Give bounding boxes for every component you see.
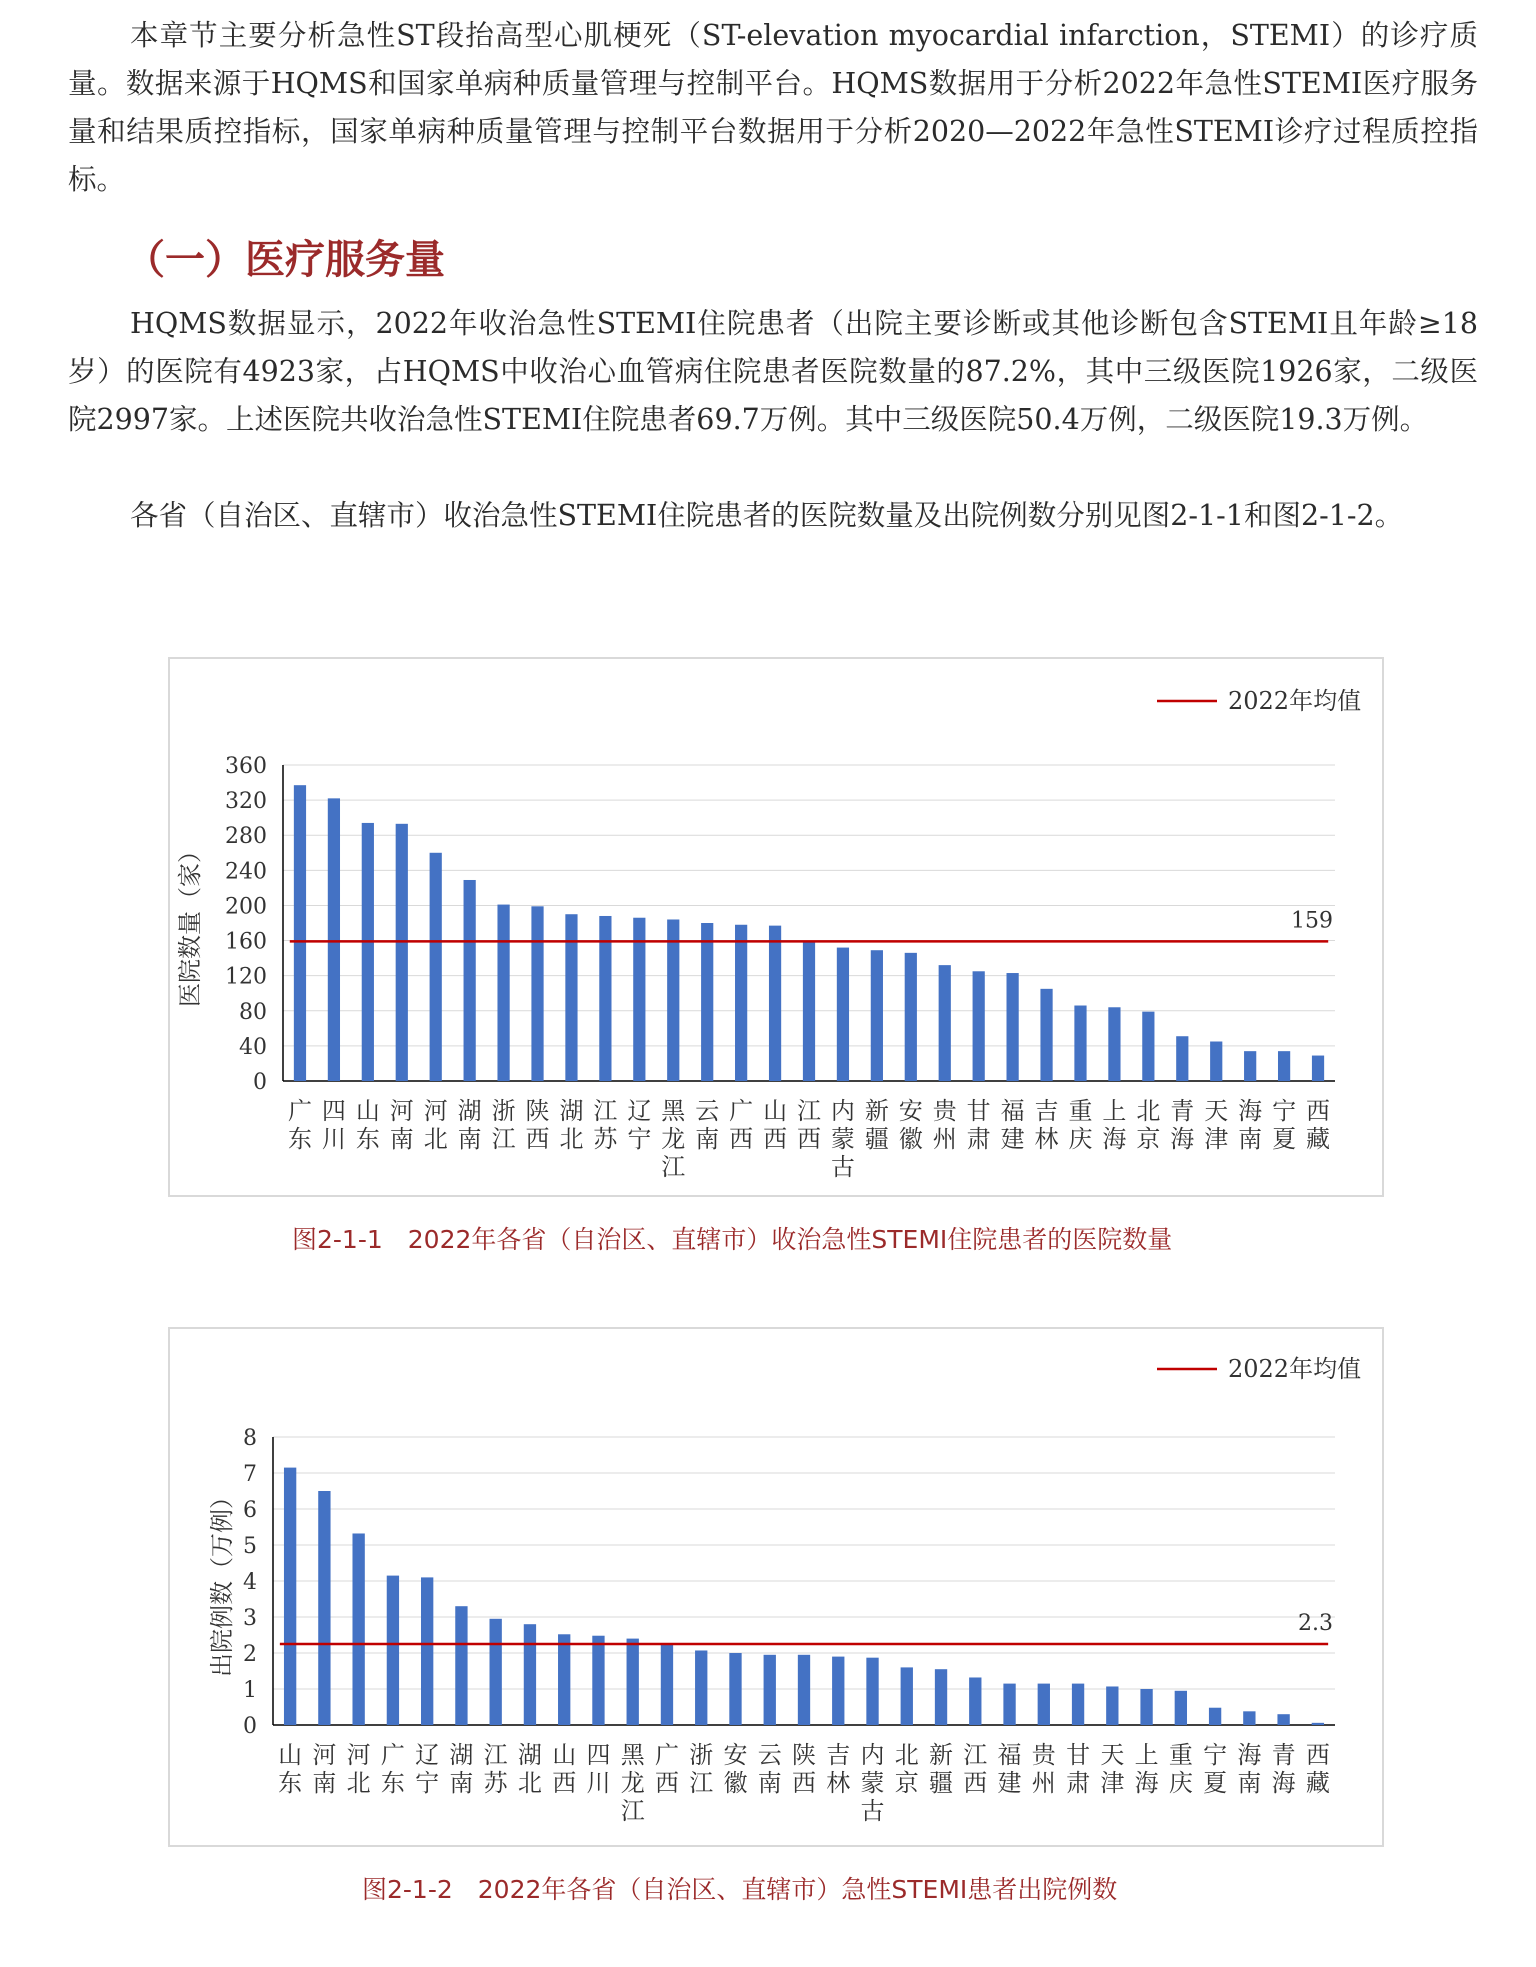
x-tick-label: 重 (1168, 1741, 1193, 1769)
x-tick-label: 徽 (898, 1125, 923, 1153)
bar (667, 919, 679, 1081)
bar (294, 785, 306, 1081)
x-tick-label: 辽 (627, 1097, 652, 1125)
x-tick-label: 江 (491, 1125, 516, 1153)
bar (1312, 1723, 1324, 1725)
x-tick-label: 疆 (864, 1125, 889, 1153)
bar (1142, 1012, 1154, 1081)
y-tick-label: 3 (243, 1606, 257, 1631)
x-tick-label: 京 (894, 1769, 919, 1797)
x-tick-label: 浙 (491, 1097, 516, 1125)
x-tick-label: 东 (278, 1769, 303, 1797)
x-tick-label: 贵 (932, 1097, 957, 1125)
bar (973, 971, 985, 1081)
x-tick-label: 内 (830, 1097, 855, 1125)
bar (1278, 1051, 1290, 1081)
y-tick-label: 2 (243, 1642, 257, 1667)
x-tick-label: 徽 (723, 1769, 748, 1797)
bar (1038, 1684, 1050, 1725)
discharge-count-chart (170, 1329, 1382, 1845)
x-tick-label: 宁 (1272, 1097, 1297, 1125)
x-tick-label: 肃 (1066, 1769, 1091, 1797)
x-tick-label: 古 (830, 1153, 855, 1181)
x-tick-label: 安 (723, 1741, 748, 1769)
y-tick-label: 320 (225, 789, 267, 815)
x-tick-label: 山 (552, 1741, 577, 1769)
x-tick-label: 夏 (1203, 1769, 1228, 1797)
legend-label: 2022年均值 (1228, 687, 1362, 715)
bar (1108, 1007, 1120, 1081)
x-tick-label: 东 (380, 1769, 405, 1797)
x-tick-label: 龙 (620, 1769, 645, 1797)
x-tick-label: 南 (1237, 1769, 1262, 1797)
x-tick-label: 吉 (1034, 1097, 1059, 1125)
bar (832, 1657, 844, 1725)
x-tick-label: 甘 (966, 1097, 991, 1125)
x-tick-label: 四 (321, 1097, 346, 1125)
bar (798, 1655, 810, 1725)
y-tick-label: 360 (225, 754, 267, 779)
x-tick-label: 西 (552, 1769, 577, 1797)
figure-reference-paragraph: 各省（自治区、直辖市）收治急性STEMI住院患者的医院数量及出院例数分别见图2-1-1和图2-1-2。 (130, 499, 1404, 532)
x-tick-label: 京 (1136, 1125, 1161, 1153)
mean-value-label: 159 (1291, 908, 1333, 934)
y-axis-title: 医院数量（家） (176, 839, 204, 1007)
bar (1244, 1051, 1256, 1081)
bar (627, 1639, 639, 1725)
bar (695, 1650, 707, 1725)
x-tick-label: 海 (1271, 1769, 1296, 1797)
y-tick-label: 40 (239, 1034, 267, 1060)
x-tick-label: 河 (389, 1097, 414, 1125)
bar (1074, 1006, 1086, 1081)
legend-label: 2022年均值 (1228, 1355, 1362, 1383)
x-tick-label: 苏 (483, 1769, 508, 1797)
bar (871, 950, 883, 1081)
x-tick-label: 西 (763, 1125, 788, 1153)
x-tick-label: 西 (525, 1125, 550, 1153)
x-tick-label: 南 (695, 1125, 720, 1153)
x-tick-label: 南 (1238, 1125, 1263, 1153)
bar (328, 798, 340, 1081)
x-tick-label: 南 (757, 1769, 782, 1797)
figure-caption-2: 图2-1-2 2022年各省（自治区、直辖市）急性STEMI患者出院例数 (362, 1875, 1118, 1904)
x-tick-label: 福 (997, 1741, 1022, 1769)
x-tick-label: 肃 (966, 1125, 991, 1153)
x-tick-label: 津 (1100, 1769, 1125, 1797)
y-tick-label: 280 (225, 824, 267, 850)
bar (430, 853, 442, 1081)
figure-discharge-count (168, 1327, 1384, 1847)
x-tick-label: 宁 (627, 1125, 652, 1153)
y-tick-label: 6 (243, 1498, 257, 1523)
x-tick-label: 黑 (661, 1097, 686, 1125)
x-tick-label: 建 (1000, 1125, 1025, 1153)
x-tick-label: 藏 (1305, 1769, 1330, 1797)
bar (764, 1655, 776, 1725)
x-tick-label: 新 (864, 1097, 889, 1125)
y-tick-label: 4 (243, 1570, 257, 1595)
bar (396, 824, 408, 1081)
x-tick-label: 北 (423, 1125, 448, 1153)
bar (735, 925, 747, 1081)
bar (490, 1619, 502, 1725)
bar (464, 880, 476, 1081)
bar (362, 823, 374, 1081)
x-tick-label: 陕 (792, 1741, 816, 1769)
x-tick-label: 海 (1134, 1769, 1159, 1797)
y-tick-label: 8 (243, 1426, 257, 1451)
bar (769, 926, 781, 1081)
bar (661, 1644, 673, 1725)
x-tick-label: 庆 (1068, 1125, 1093, 1153)
x-tick-label: 海 (1238, 1097, 1263, 1125)
x-tick-label: 广 (380, 1741, 405, 1769)
x-tick-label: 津 (1204, 1125, 1229, 1153)
x-tick-label: 上 (1102, 1097, 1127, 1125)
y-tick-label: 1 (243, 1678, 257, 1703)
x-tick-label: 天 (1100, 1741, 1125, 1769)
x-tick-label: 山 (278, 1741, 303, 1769)
x-tick-label: 湖 (449, 1741, 474, 1769)
x-tick-label: 广 (654, 1741, 679, 1769)
bar (352, 1533, 364, 1725)
x-tick-label: 云 (757, 1741, 782, 1769)
x-tick-label: 北 (517, 1769, 542, 1797)
x-tick-label: 河 (346, 1741, 371, 1769)
x-tick-label: 疆 (929, 1769, 954, 1797)
x-tick-label: 蒙 (860, 1769, 885, 1797)
x-tick-label: 广 (729, 1097, 754, 1125)
bar (1209, 1708, 1221, 1725)
bar (803, 942, 815, 1081)
x-tick-label: 浙 (689, 1741, 714, 1769)
y-tick-label: 200 (225, 894, 267, 920)
x-tick-label: 川 (321, 1125, 346, 1153)
bar (939, 965, 951, 1081)
x-tick-label: 西 (729, 1125, 754, 1153)
x-tick-label: 江 (689, 1769, 714, 1797)
y-tick-label: 160 (225, 929, 267, 955)
x-tick-label: 川 (586, 1769, 611, 1797)
x-tick-label: 宁 (1203, 1741, 1228, 1769)
bar (729, 1653, 741, 1725)
bar (455, 1606, 467, 1725)
y-tick-label: 0 (243, 1714, 257, 1739)
x-tick-label: 吉 (826, 1741, 851, 1769)
bar (1176, 1036, 1188, 1081)
x-tick-label: 安 (898, 1097, 923, 1125)
x-tick-label: 宁 (415, 1769, 440, 1797)
bar (969, 1677, 981, 1725)
x-tick-label: 海 (1170, 1125, 1195, 1153)
x-tick-label: 西 (797, 1125, 821, 1153)
x-tick-label: 山 (763, 1097, 788, 1125)
x-tick-label: 西 (654, 1769, 679, 1797)
x-tick-label: 西 (1305, 1741, 1330, 1769)
x-tick-label: 蒙 (830, 1125, 855, 1153)
bar (935, 1669, 947, 1725)
x-tick-label: 江 (797, 1097, 821, 1125)
bar (1175, 1691, 1187, 1725)
x-tick-label: 云 (695, 1097, 720, 1125)
bar (1072, 1684, 1084, 1725)
bar (1007, 973, 1019, 1081)
bar (1312, 1056, 1324, 1081)
bar (524, 1624, 536, 1725)
x-tick-label: 北 (894, 1741, 919, 1769)
x-tick-label: 建 (997, 1769, 1022, 1797)
bar (866, 1658, 878, 1725)
x-tick-label: 重 (1068, 1097, 1093, 1125)
bar (284, 1468, 296, 1725)
bar (1003, 1684, 1015, 1725)
x-tick-label: 古 (860, 1797, 885, 1825)
bar (701, 923, 713, 1081)
y-tick-label: 0 (253, 1070, 267, 1095)
y-tick-label: 5 (243, 1534, 257, 1559)
intro-paragraph: 本章节主要分析急性ST段抬高型心肌梗死（ST-elevation myocardial infarction，STEMI）的诊疗质量。数据来源于HQMS和国家单病种质量管理与控制平台。HQMS数据用于分析2022年急性STEMI医疗服务量和结果质控指标，国家单病种质量管理与控制平台数据用于分析2020—2022年急性STEMI诊疗过程质控指标。 (68, 19, 1478, 196)
x-tick-label: 庆 (1168, 1769, 1193, 1797)
x-tick-label: 湖 (559, 1097, 584, 1125)
bar (497, 905, 509, 1081)
y-axis-title: 出院例数（万例） (208, 1485, 236, 1677)
x-tick-label: 西 (1306, 1097, 1331, 1125)
bar (1140, 1689, 1152, 1725)
x-tick-label: 北 (346, 1769, 371, 1797)
x-tick-label: 北 (1136, 1097, 1161, 1125)
x-tick-label: 贵 (1031, 1741, 1056, 1769)
y-tick-label: 120 (225, 964, 267, 990)
x-tick-label: 江 (483, 1741, 508, 1769)
x-tick-label: 河 (312, 1741, 337, 1769)
x-tick-label: 林 (1034, 1125, 1059, 1153)
x-tick-label: 夏 (1272, 1125, 1297, 1153)
x-tick-label: 南 (389, 1125, 414, 1153)
x-tick-label: 青 (1170, 1097, 1195, 1125)
x-tick-label: 江 (620, 1797, 645, 1825)
bar (1106, 1686, 1118, 1725)
x-tick-label: 南 (312, 1769, 337, 1797)
x-tick-label: 海 (1237, 1741, 1262, 1769)
bar (565, 914, 577, 1081)
hospital-count-chart (170, 659, 1382, 1195)
x-tick-label: 西 (792, 1769, 816, 1797)
x-tick-label: 江 (593, 1097, 618, 1125)
x-tick-label: 西 (963, 1769, 988, 1797)
bar (1040, 989, 1052, 1081)
bar (531, 906, 543, 1081)
x-tick-label: 新 (929, 1741, 954, 1769)
y-tick-label: 240 (225, 859, 267, 885)
y-tick-label: 7 (243, 1462, 257, 1487)
x-tick-label: 黑 (620, 1741, 645, 1769)
x-tick-label: 北 (559, 1125, 584, 1153)
section-heading: （一）医疗服务量 (125, 237, 445, 283)
x-tick-label: 福 (1000, 1097, 1025, 1125)
mean-value-label: 2.3 (1298, 1611, 1333, 1636)
x-tick-label: 江 (963, 1741, 988, 1769)
x-tick-label: 内 (860, 1741, 885, 1769)
x-tick-label: 甘 (1066, 1741, 1091, 1769)
x-tick-label: 州 (932, 1125, 957, 1153)
x-tick-label: 苏 (593, 1125, 618, 1153)
x-tick-label: 广 (287, 1097, 312, 1125)
x-tick-label: 龙 (661, 1125, 686, 1153)
x-tick-label: 陕 (525, 1097, 550, 1125)
x-tick-label: 南 (449, 1769, 474, 1797)
bar (901, 1667, 913, 1725)
y-tick-label: 80 (239, 999, 267, 1025)
bar (387, 1576, 399, 1725)
figure-caption-1: 图2-1-1 2022年各省（自治区、直辖市）收治急性STEMI住院患者的医院数量 (292, 1225, 1173, 1254)
figure-hospital-count (168, 657, 1384, 1197)
x-tick-label: 藏 (1306, 1125, 1331, 1153)
x-tick-label: 河 (423, 1097, 448, 1125)
x-tick-label: 辽 (415, 1741, 440, 1769)
bar (1210, 1042, 1222, 1082)
x-tick-label: 林 (826, 1769, 851, 1797)
x-tick-label: 四 (586, 1741, 611, 1769)
bar (837, 948, 849, 1081)
x-tick-label: 江 (661, 1153, 686, 1181)
bar (318, 1491, 330, 1725)
bar (558, 1634, 570, 1725)
x-tick-label: 东 (355, 1125, 380, 1153)
x-tick-label: 天 (1204, 1097, 1229, 1125)
x-tick-label: 山 (355, 1097, 380, 1125)
x-tick-label: 湖 (457, 1097, 482, 1125)
bar (592, 1636, 604, 1725)
x-tick-label: 上 (1134, 1741, 1159, 1769)
x-tick-label: 南 (457, 1125, 482, 1153)
x-tick-label: 湖 (517, 1741, 542, 1769)
x-tick-label: 州 (1031, 1769, 1056, 1797)
bar (1243, 1711, 1255, 1725)
bar (421, 1577, 433, 1725)
x-tick-label: 东 (287, 1125, 312, 1153)
x-tick-label: 青 (1271, 1741, 1296, 1769)
x-tick-label: 海 (1102, 1125, 1127, 1153)
bar (905, 953, 917, 1081)
hqms-paragraph: HQMS数据显示，2022年收治急性STEMI住院患者（出院主要诊断或其他诊断包含STEMI且年龄≥18岁）的医院有4923家，占HQMS中收治心血管病住院患者医院数量的87.2%，其中三级医院1926家，二级医院2997家。上述医院共收治急性STEMI住院患者69.7万例。其中三级医院50.4万例，二级医院19.3万例。 (68, 307, 1478, 436)
bar (1277, 1714, 1289, 1725)
